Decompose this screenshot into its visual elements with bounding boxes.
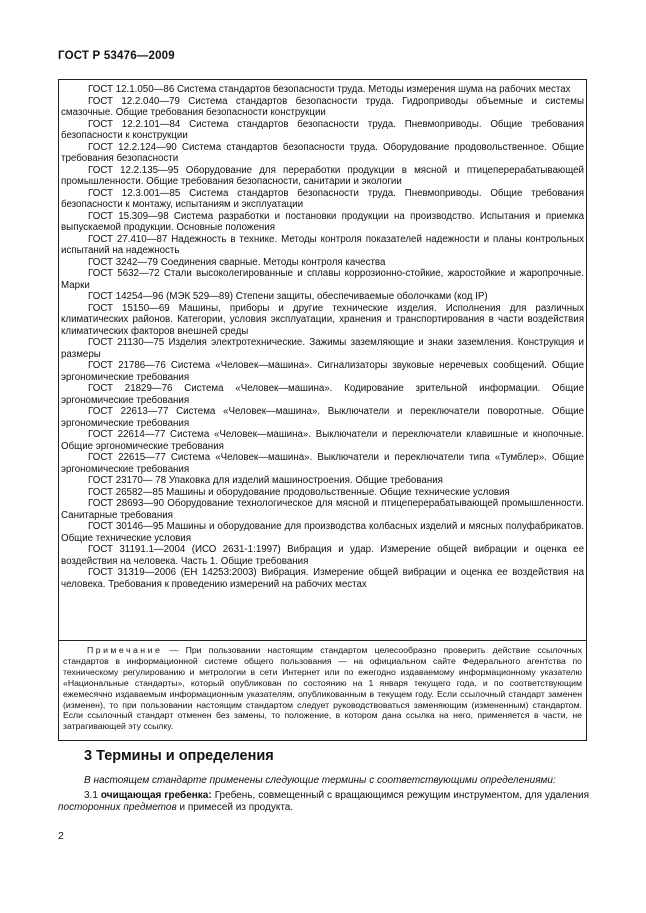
- section-intro: В настоящем стандарте применены следующие термины с соответствующими определениями:: [84, 775, 556, 786]
- reference-item: ГОСТ 22614—77 Система «Человек—машина». Выключатели и переключатели клавишные и кнопочные. Общие эргономические требования: [61, 429, 584, 452]
- reference-item: ГОСТ 22615—77 Система «Человек—машина». Выключатели и переключатели типа «Тумблер». Общие эргономические требования: [61, 452, 584, 475]
- reference-item: ГОСТ 21786—76 Система «Человек—машина». Сигнализаторы звуковые неречевых сообщений. Общие эргономические требования: [61, 360, 584, 383]
- term-definition-part-2: и примесей из продукта.: [179, 802, 294, 814]
- reference-item: ГОСТ 3242—79 Соединения сварные. Методы контроля качества: [88, 256, 386, 268]
- term-definition: [58, 790, 589, 815]
- section-title: 3 Термины и определения: [84, 748, 274, 764]
- reference-item: ГОСТ 5632—72 Стали высоколегированные и сплавы коррозионно-стойкие, жаростойкие и жаропрочные. Марки: [61, 268, 584, 291]
- reference-item: ГОСТ 28693—90 Оборудование технологическое для мясной и птицеперерабатывающей промышленности. Санитарные требования: [61, 498, 584, 521]
- reference-item: ГОСТ 23170— 78 Упаковка для изделий машиностроения. Общие требования: [88, 475, 443, 486]
- note-paragraph: [63, 645, 582, 732]
- note-box: [58, 640, 587, 741]
- note-text: — При пользовании настоящим стандартом целесообразно проверить действие ссылочных стандартов в информационной системе общего пользования — на официальном сайте Федерального агентства по техническому регулированию и метрологии в сети Интернет или по ежегодно издаваемому информационному указателю «Национальные стандарты», который опубликован по состоянию на 1 января текущего года, и по соответствующим ежемесячно издаваемым информационным указателям, опубликованным в текущем году. Если ссылочный стандарт заменен (изменен), то при пользовании настоящим стандартом следует руководствоваться заменяющим (измененным) стандартом. Если ссылочный стандарт отменен без замены, то положение, в котором дана ссылка на него, применяется в части, не затрагивающей эту ссылку.: [63, 645, 582, 732]
- reference-item: ГОСТ 12.3.001—85 Система стандартов безопасности труда. Пневмоприводы. Общие требования безопасности к монтажу, испытаниям и эксплуатации: [61, 187, 584, 210]
- document-header: ГОСТ Р 53476—2009: [58, 50, 175, 62]
- reference-item: ГОСТ 21829—76 Система «Человек—машина». Кодирование зрительной информации. Общие эргономические требования: [61, 383, 584, 406]
- reference-item: ГОСТ 27.410—87 Надежность в технике. Методы контроля показателей надежности и планы контрольных испытаний на надежность: [61, 233, 584, 256]
- reference-item: ГОСТ 15.309—98 Система разработки и постановки продукции на производство. Испытания и приемка выпускаемой продукции. Основные положения: [61, 210, 584, 233]
- reference-item: ГОСТ 12.2.101—84 Система стандартов безопасности труда. Пневмоприводы. Общие требования безопасности к конструкции: [61, 118, 584, 141]
- reference-item: ГОСТ 15150—69 Машины, приборы и другие технические изделия. Исполнения для различных климатических районов. Категории, условия эксплуатации, хранения и транспортирования в части воздействия климатических факторов внешней среды: [61, 302, 584, 337]
- reference-item: ГОСТ 12.2.135—95 Оборудование для переработки продукции в мясной и птицеперерабатывающей промышленности. Общие требования безопасности, санитарии и экологии: [61, 164, 584, 187]
- reference-item: ГОСТ 30146—95 Машины и оборудование для производства колбасных изделий и мясных полуфабрикатов. Общие технические условия: [61, 521, 584, 544]
- note-label: Примечание: [87, 645, 163, 655]
- reference-item: ГОСТ 14254—96 (МЭК 529—89) Степени защиты, обеспечиваемые оболочками (код IP): [88, 291, 488, 302]
- reference-item: ГОСТ 12.1.050—86 Система стандартов безопасности труда. Методы измерения шума на рабочих местах: [88, 84, 571, 95]
- term-definition-italic: посторонних предметов: [58, 802, 177, 814]
- normative-references-box: [58, 79, 587, 641]
- reference-item: ГОСТ 12.2.124—90 Система стандартов безопасности труда. Оборудование продовольственное. Общие требования безопасности: [61, 141, 584, 164]
- reference-item: ГОСТ 26582—85 Машины и оборудование продовольственные. Общие технические условия: [88, 486, 510, 498]
- term-number: 3.1: [84, 790, 98, 801]
- reference-item: ГОСТ 31191.1—2004 (ИСО 2631-1:1997) Вибрация и удар. Измерение общей вибрации и оценка ее воздействия на человека. Часть 1. Общие требования: [61, 544, 584, 567]
- page-number: 2: [58, 830, 64, 842]
- term-definition-part-1: Гребень, совмещенный с вращающимся режущим инструментом, для удаления: [214, 790, 590, 801]
- reference-item: ГОСТ 21130—75 Изделия электротехнические. Зажимы заземляющие и знаки заземления. Конструкция и размеры: [61, 337, 584, 360]
- reference-item: ГОСТ 22613—77 Система «Человек—машина». Выключатели и переключатели поворотные. Общие эргономические требования: [61, 406, 584, 429]
- reference-item: ГОСТ 31319—2006 (ЕН 14253:2003) Вибрация. Измерение общей вибрации и оценка ее воздействия на человека. Требования к проведению измерений на рабочих местах: [61, 567, 584, 590]
- reference-item: ГОСТ 12.2.040—79 Система стандартов безопасности труда. Гидроприводы объемные и системы смазочные. Общие требования безопасности конструкции: [61, 95, 584, 118]
- term-name: очищающая гребенка:: [100, 790, 212, 801]
